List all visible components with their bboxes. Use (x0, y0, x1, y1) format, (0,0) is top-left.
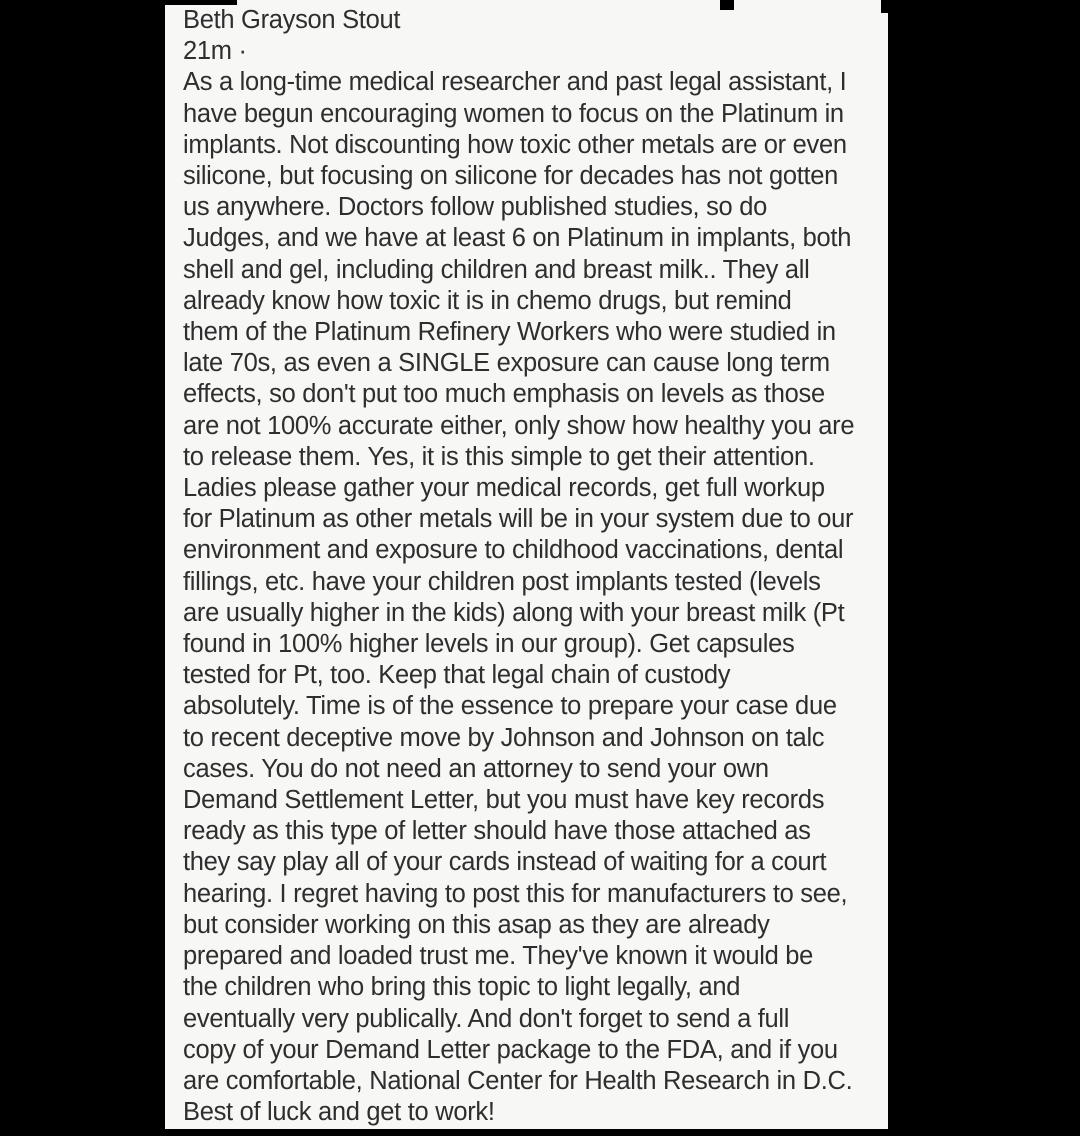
post-body-line: us anywhere. Doctors follow published studies, so do (183, 193, 767, 222)
post-body-line: are usually higher in the kids) along with your breast milk (Pt (183, 598, 845, 627)
post-body-line: have begun encouraging women to focus on the Platinum in (183, 99, 844, 128)
post-body-line: found in 100% higher levels in our group). Get capsules (183, 630, 795, 659)
post-body-line: but consider working on this asap as they are already (183, 910, 770, 939)
post-body-line: tested for Pt, too. Keep that legal chain of custody (183, 661, 731, 690)
post-author[interactable]: Beth Grayson Stout (183, 6, 401, 34)
post-body-line: Judges, and we have at least 6 on Platinum in implants, both (183, 224, 852, 253)
post-body-line: late 70s, as even a SINGLE exposure can cause long term (183, 349, 830, 378)
post-text-block (183, 5, 854, 1128)
post-body-line: to release them. Yes, it is this simple to get their attention. (183, 442, 815, 471)
left-letterbox-bar (0, 0, 165, 1136)
post-body-line: implants. Not discounting how toxic other metals are or even (183, 130, 847, 159)
post-body-line: are comfortable, National Center for Health Research in D.C. (183, 1066, 853, 1095)
post-body-line: Demand Settlement Letter, but you must have key records (183, 786, 825, 815)
post-timestamp[interactable]: 21m · (183, 37, 247, 66)
post-body-line: shell and gel, including children and breast milk.. They all (183, 255, 810, 284)
post-body-line: Ladies please gather your medical records, get full workup (183, 474, 825, 503)
post-body-line: absolutely. Time is of the essence to prepare your case due (183, 692, 837, 721)
post-body-line: ready as this type of letter should have those attached as (183, 817, 811, 846)
post-body-line: they say play all of your cards instead of waiting for a court (183, 848, 827, 877)
post-body-line: are not 100% accurate either, only show how healthy you are (183, 411, 855, 440)
post-body-line: fillings, etc. have your children post implants tested (levels (183, 567, 821, 596)
post-body-line: copy of your Demand Letter package to the FDA, and if you (183, 1035, 838, 1064)
post-body-line: As a long-time medical researcher and past legal assistant, I (183, 68, 847, 97)
post-body-line: to recent deceptive move by Johnson and Johnson on talc (183, 723, 825, 752)
post-body-line: environment and exposure to childhood vaccinations, dental (183, 536, 844, 565)
post-body-line: them of the Platinum Refinery Workers who were studied in (183, 318, 836, 347)
post-body-line: for Platinum as other metals will be in your system due to our (183, 505, 854, 534)
post-body-line: eventually very publically. And don't forget to send a full (183, 1004, 790, 1033)
crop-artifact-top-right (881, 0, 888, 13)
post-body-line: prepared and loaded trust me. They've known it would be (183, 942, 814, 971)
post-screenshot (165, 0, 888, 1136)
post-body-line: effects, so don't put too much emphasis on levels as those (183, 380, 825, 409)
post-body-line: hearing. I regret having to post this for manufacturers to see, (183, 879, 848, 908)
post-body (183, 67, 854, 1128)
post-body-line: silicone, but focusing on silicone for decades has not gotten (183, 162, 839, 191)
post-body-line: already know how toxic it is in chemo drugs, but remind (183, 286, 792, 315)
post-body-line: the children who bring this topic to light legally, and (183, 973, 741, 1002)
post-body-line: Best of luck and get to work! (183, 1098, 495, 1127)
post-body-line: cases. You do not need an attorney to send your own (183, 754, 769, 783)
right-letterbox-bar (888, 0, 1080, 1136)
bottom-crop-bar (165, 1129, 888, 1136)
